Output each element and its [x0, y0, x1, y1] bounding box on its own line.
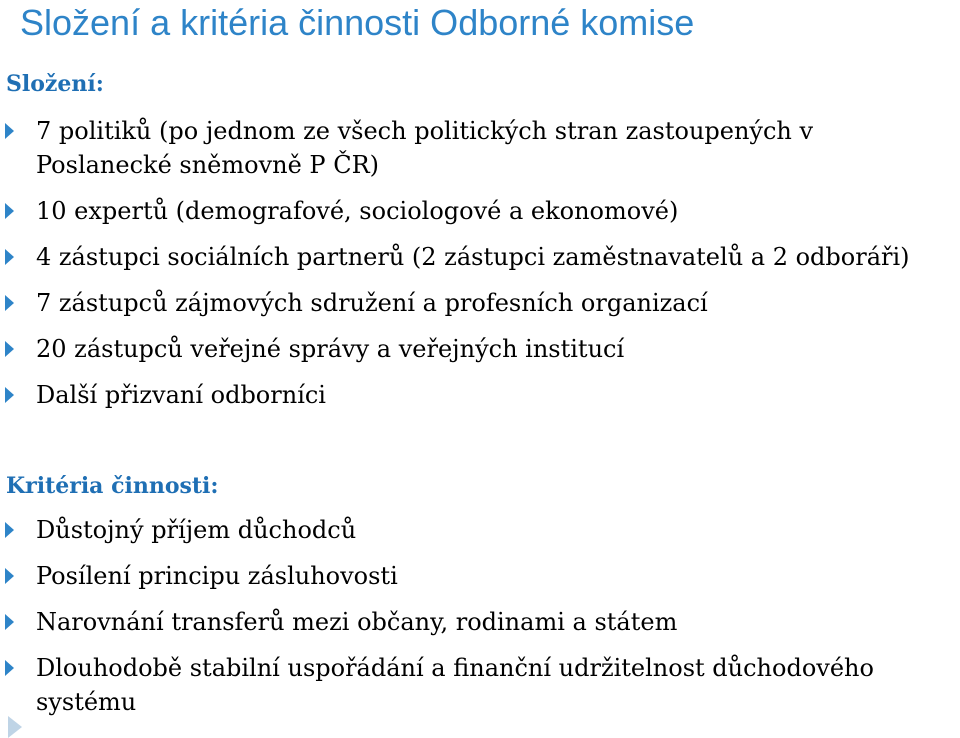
triangle-bullet-icon	[5, 123, 14, 139]
triangle-bullet-icon	[5, 387, 14, 403]
list-item-text: Další přizvaní odborníci	[36, 381, 326, 409]
section-heading-criteria: Kritéria činnosti:	[6, 473, 219, 499]
triangle-bullet-icon	[5, 614, 14, 630]
list-item	[0, 513, 940, 547]
triangle-bullet-icon	[5, 341, 14, 357]
list-item-text: 7 politiků (po jednom ze všech politických stran zastoupených v Poslanecké sněmovně P ČR)	[36, 117, 814, 179]
list-item	[0, 605, 940, 639]
triangle-bullet-icon	[5, 568, 14, 584]
triangle-bullet-icon	[5, 295, 14, 311]
list-item	[0, 114, 940, 182]
triangle-bullet-icon	[5, 522, 14, 538]
composition-list	[0, 114, 940, 424]
list-item-text: 4 zástupci sociálních partnerů (2 zástupci zaměstnavatelů a 2 odboráři)	[36, 243, 910, 271]
list-item-text: Dlouhodobě stabilní uspořádání a finanční udržitelnost důchodového systému	[36, 654, 874, 716]
list-item-text: Posílení principu zásluhovosti	[36, 562, 398, 590]
list-item	[0, 378, 940, 412]
slide-title: Složení a kritéria činnosti Odborné komise	[20, 2, 695, 43]
decorative-arrow-icon	[8, 716, 22, 738]
section-heading-composition: Složení:	[6, 71, 104, 97]
list-item	[0, 194, 940, 228]
triangle-bullet-icon	[5, 249, 14, 265]
list-item-text: 20 zástupců veřejné správy a veřejných institucí	[36, 335, 625, 363]
list-item-text: Důstojný příjem důchodců	[36, 516, 357, 544]
list-item	[0, 286, 940, 320]
list-item-text: 10 expertů (demografové, sociologové a ekonomové)	[36, 197, 679, 225]
list-item-text: 7 zástupců zájmových sdružení a profesních organizací	[36, 289, 708, 317]
list-item	[0, 559, 940, 593]
triangle-bullet-icon	[5, 203, 14, 219]
list-item	[0, 651, 940, 719]
criteria-list	[0, 513, 940, 731]
list-item	[0, 240, 940, 274]
list-item-text: Narovnání transferů mezi občany, rodinami a státem	[36, 608, 678, 636]
list-item	[0, 332, 940, 366]
triangle-bullet-icon	[5, 660, 14, 676]
